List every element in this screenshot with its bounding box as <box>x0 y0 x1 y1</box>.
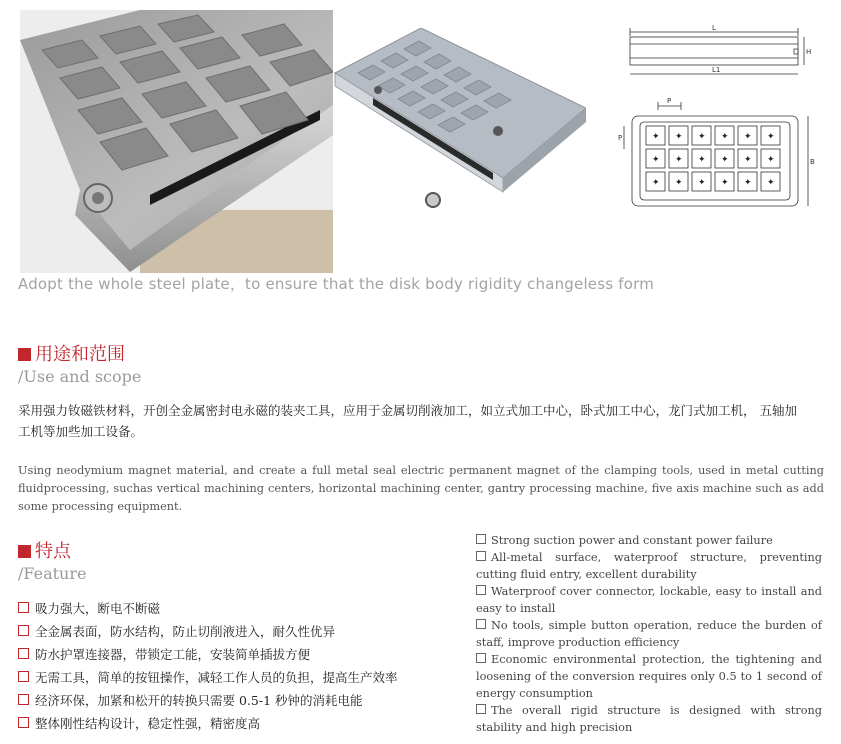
label-l1: L1 <box>712 66 721 74</box>
feature-section-subtitle: /Feature <box>18 564 87 583</box>
label-b: B <box>810 158 815 166</box>
list-item: 无需工具，简单的按钮操作，减轻工作人员的负担，提高生产效率 <box>18 666 468 689</box>
pole-marker-icon: ✦ <box>744 155 752 165</box>
pole-marker-icon: ✦ <box>675 155 683 165</box>
pole-marker-icon: ✦ <box>698 132 706 142</box>
list-item: 吸力强大，断电不断磁 <box>18 597 468 620</box>
list-item: 经济环保，加紧和松开的转换只需要 0.5-1 秒钟的消耗电能 <box>18 689 468 712</box>
chuck-product-photo <box>333 28 586 215</box>
checkbox-outline-icon <box>18 602 29 613</box>
list-item: Economic environmental protection, the tightening and loosening of the conversion requires only 0.5 to 1 second of energy consumption <box>476 653 822 700</box>
checkbox-outline-icon <box>18 625 29 636</box>
pole-marker-icon: ✦ <box>721 155 729 165</box>
pole-marker-icon: ✦ <box>767 132 775 142</box>
feature-section-title: 特点 <box>18 537 71 563</box>
checkbox-outline-icon <box>18 717 29 728</box>
list-item: 全金属表面，防水结构，防止切削液进入，耐久性优异 <box>18 620 468 643</box>
list-item: 整体刚性结构设计，稳定性强，精密度高 <box>18 712 468 735</box>
technical-drawing <box>618 22 823 214</box>
label-l: L <box>712 24 716 32</box>
label-p-vertical: P <box>618 134 623 142</box>
chuck-closeup-photo <box>20 10 333 273</box>
list-item: 防水护罩连接器，带锁定工能，安装简单插拔方便 <box>18 643 468 666</box>
usage-english-text: Using neodymium magnet material, and create a full metal seal electric permanent magnet of the clamping tools, used in metal cutting fluidprocessing, suchas vertical machining centers, horizontal machining center, gantry processing machine, five axis machine such as add some processing equipment. <box>18 464 824 513</box>
checkbox-outline-icon <box>476 534 486 544</box>
list-item: Waterproof cover connector, lockable, easy to install and easy to install <box>476 585 822 615</box>
checkbox-outline-icon <box>476 585 486 595</box>
usage-chinese-line-2: 工机等加些加工设备。 <box>18 424 144 439</box>
pole-marker-icon: ✦ <box>744 132 752 142</box>
pole-marker-icon: ✦ <box>652 155 660 165</box>
pole-marker-icon: ✦ <box>698 178 706 188</box>
usage-chinese-text <box>18 400 824 442</box>
checkbox-outline-icon <box>18 671 29 682</box>
feature-english-list <box>476 532 822 736</box>
checkbox-outline-icon <box>476 704 486 714</box>
label-h: H <box>806 48 812 56</box>
pole-marker-icon: ✦ <box>767 155 775 165</box>
pole-marker-icon: ✦ <box>767 178 775 188</box>
usage-section-subtitle: /Use and scope <box>18 367 142 386</box>
list-item: All-metal surface, waterproof structure, preventing cutting fluid entry, excellent durability <box>476 551 822 581</box>
photo-caption: Adopt the whole steel plate，to ensure that the disk body rigidity changeless form <box>18 275 655 293</box>
checkbox-outline-icon <box>476 551 486 561</box>
red-square-icon <box>18 348 31 361</box>
label-p-horizontal: P <box>667 97 672 105</box>
checkbox-outline-icon <box>18 648 29 659</box>
feature-chinese-list <box>18 597 468 735</box>
red-square-icon <box>18 545 31 558</box>
pole-marker-icon: ✦ <box>698 155 706 165</box>
checkbox-outline-icon <box>18 694 29 705</box>
checkbox-outline-icon <box>476 653 486 663</box>
pole-marker-icon: ✦ <box>675 178 683 188</box>
list-item: The overall rigid structure is designed with strong stability and high precision <box>476 704 822 734</box>
checkbox-outline-icon <box>476 619 486 629</box>
pole-marker-icon: ✦ <box>721 178 729 188</box>
pole-marker-icon: ✦ <box>744 178 752 188</box>
pole-marker-icon: ✦ <box>652 132 660 142</box>
pole-marker-icon: ✦ <box>652 178 660 188</box>
usage-section-title: 用途和范围 <box>18 340 125 366</box>
pole-marker-icon: ✦ <box>721 132 729 142</box>
list-item: No tools, simple button operation, reduce the burden of staff, improve production efficiency <box>476 619 822 649</box>
pole-marker-icon: ✦ <box>675 132 683 142</box>
list-item: Strong suction power and constant power failure <box>476 532 822 549</box>
usage-chinese-line-1: 采用强力钕磁铁材料，开创全金属密封电永磁的装夹工具，应用于金属切削液加工，如立式加工中心，卧式加工中心，龙门式加工机， 五轴加 <box>18 403 797 418</box>
